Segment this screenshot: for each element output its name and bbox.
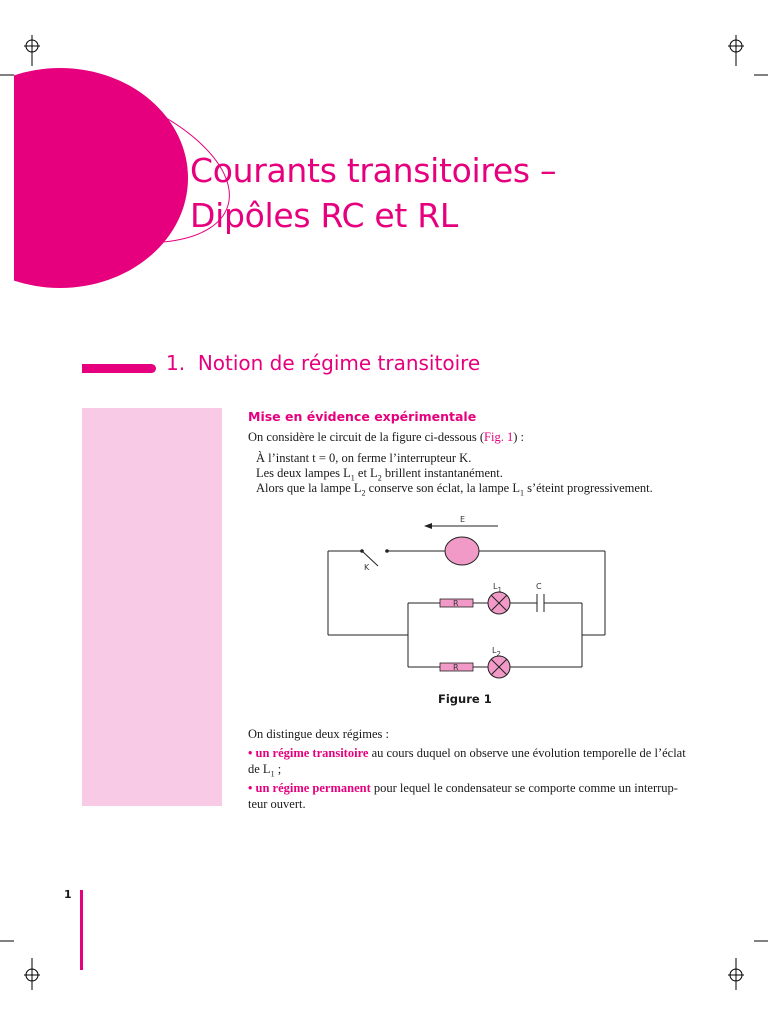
chapter-title-line1: Courants transitoires – bbox=[190, 151, 557, 190]
section-marker-bar bbox=[82, 364, 156, 373]
circuit-diagram bbox=[300, 505, 630, 680]
switch-contact-icon bbox=[385, 549, 389, 553]
switch-contact-icon bbox=[360, 549, 364, 553]
chapter-title-line2: Dipôles RC et RL bbox=[190, 196, 458, 235]
generator-icon bbox=[445, 537, 479, 565]
label-source: E bbox=[460, 515, 466, 524]
lamp-2-icon bbox=[488, 656, 510, 678]
term-regime-transitoire: • un régime transitoire bbox=[248, 746, 369, 760]
page-number-bar bbox=[80, 890, 83, 970]
page-number: 1 bbox=[64, 888, 72, 901]
subsection-heading: Mise en évidence expérimentale bbox=[248, 409, 477, 424]
lamp-1-icon bbox=[488, 592, 510, 614]
bullet-permanent: • un régime permanent pour lequel le condensateur se comporte comme un interrup- teur ouvert. bbox=[248, 781, 678, 811]
label-resistor-1: R bbox=[453, 599, 459, 608]
observation-line-2: Les deux lampes $L_1$ et $L_2$ brillent instantanément. bbox=[256, 466, 503, 483]
term-regime-permanent: • un régime permanent bbox=[248, 781, 371, 795]
observation-line-1: À l’instant t = 0, on ferme l’interrupteur K. bbox=[256, 451, 472, 465]
label-resistor-2: R bbox=[453, 663, 459, 672]
label-lamp-1: L1 bbox=[493, 582, 502, 594]
label-lamp-2: L2 bbox=[492, 646, 501, 658]
margin-sidebar bbox=[82, 408, 222, 806]
voltage-arrow-icon bbox=[424, 523, 432, 529]
intro-paragraph: On considère le circuit de la figure ci-dessous (Fig. 1) : bbox=[248, 430, 524, 444]
observation-line-3: Alors que la lampe $L_2$ conserve son éclat, la lampe $L_1$ s’éteint progressivement. bbox=[256, 481, 653, 498]
figure-reference-link[interactable]: Fig. 1 bbox=[484, 430, 514, 444]
section-heading bbox=[166, 351, 480, 375]
section-title: Notion de régime transitoire bbox=[197, 351, 481, 375]
figure-caption: Figure 1 bbox=[438, 692, 492, 706]
bullet-transitoire: • un régime transitoire au cours duquel on observe une évolution temporelle de l’éclat de $L_1$ ; bbox=[248, 746, 686, 779]
chapter-title bbox=[190, 148, 750, 238]
section-number: 1. bbox=[166, 351, 186, 375]
label-capacitor: C bbox=[536, 582, 542, 591]
label-switch: K bbox=[364, 563, 370, 572]
regimes-intro: On distingue deux régimes : bbox=[248, 727, 389, 741]
